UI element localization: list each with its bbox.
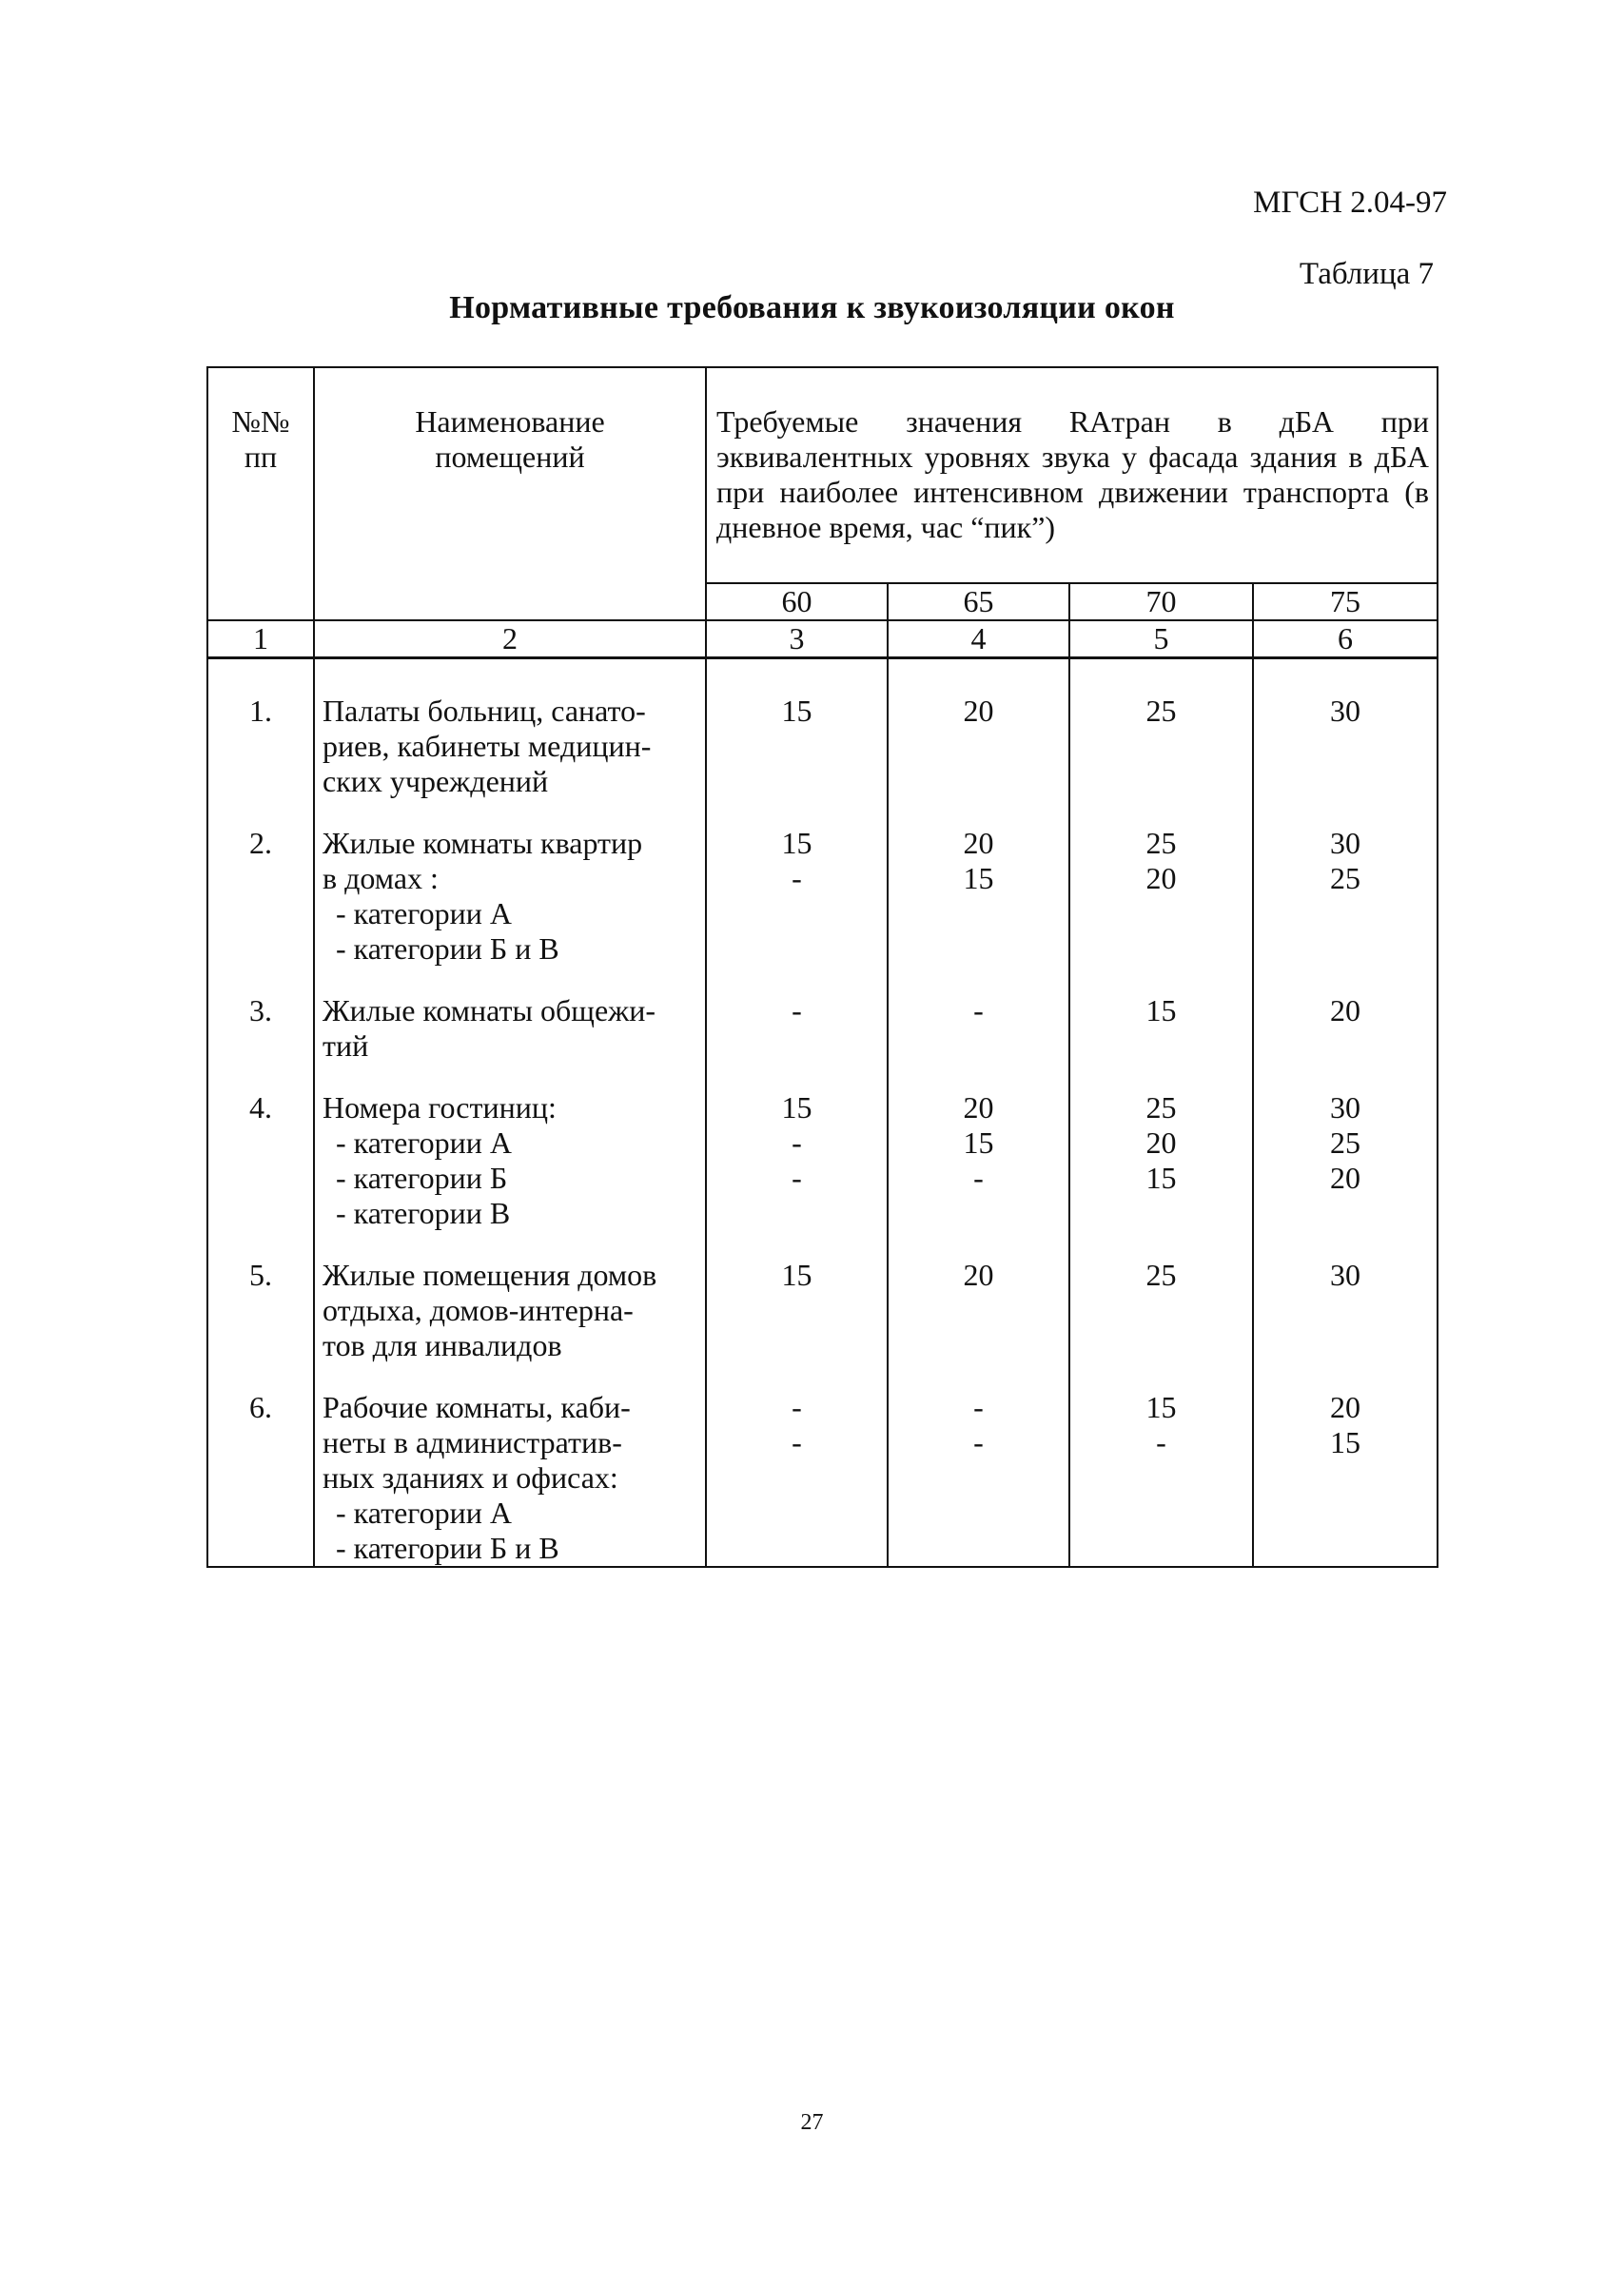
row-number: 2. — [207, 826, 314, 967]
value: - — [792, 1390, 802, 1424]
room-name-line: - категории Б — [336, 1161, 508, 1195]
value-cell-75 — [1253, 993, 1438, 1064]
value-cell-60 — [706, 1258, 888, 1363]
room-name-line: Рабочие комнаты, каби- — [323, 1390, 631, 1424]
soundproofing-table — [206, 366, 1438, 1568]
value: 15 — [1145, 993, 1177, 1027]
value: - — [792, 1425, 802, 1459]
value: 15 — [963, 861, 994, 895]
value-cell-70 — [1069, 826, 1253, 967]
room-name-line: тов для инвалидов — [323, 1328, 562, 1362]
gap-row — [207, 967, 1438, 993]
level-70: 70 — [1069, 583, 1253, 620]
room-name-line: тий — [323, 1028, 369, 1063]
header-name-line-2: помещений — [435, 440, 585, 474]
value: - — [792, 861, 802, 895]
value: - — [973, 993, 984, 1027]
value: 20 — [1330, 993, 1360, 1027]
room-name-line: неты в административ- — [323, 1425, 622, 1459]
value: 20 — [963, 694, 994, 728]
room-name-line: - категории А — [336, 1125, 512, 1160]
value: 15 — [1145, 1161, 1177, 1195]
value: 15 — [781, 826, 812, 860]
room-name-line: в домах : — [323, 861, 439, 895]
header-values-cell: Требуемые значения RAтран в дБА при эквивалентных уровнях звука у фасада здания в дБА при наиболее интенсивном движении транспорта (в дневное время, час “пик”) — [706, 367, 1438, 583]
row-number: 1. — [207, 694, 314, 799]
gap-row — [207, 1231, 1438, 1258]
value: - — [792, 1125, 802, 1160]
value-cell-65 — [888, 1390, 1069, 1567]
value: 20 — [1145, 861, 1177, 895]
room-name-line: отдыха, домов-интерна- — [323, 1293, 634, 1327]
room-name-line: - категории Б и В — [336, 931, 559, 966]
page-title: Нормативные требования к звукоизоляции окон — [449, 290, 1175, 325]
value: 20 — [963, 1090, 994, 1125]
value: 25 — [1145, 694, 1177, 728]
table-row — [207, 1390, 1438, 1567]
level-65: 65 — [888, 583, 1069, 620]
room-name — [314, 1090, 706, 1231]
table-row — [207, 694, 1438, 799]
value: 25 — [1145, 1090, 1177, 1125]
value-cell-65 — [888, 694, 1069, 799]
value: - — [792, 1161, 802, 1195]
room-name — [314, 1390, 706, 1567]
value: 20 — [963, 1258, 994, 1292]
header-row — [207, 367, 1438, 583]
value: 15 — [1145, 1390, 1177, 1424]
room-name-line: ских учреждений — [323, 764, 549, 798]
value-cell-70 — [1069, 993, 1253, 1064]
room-name-line: - категории В — [336, 1196, 511, 1230]
value-cell-75 — [1253, 1390, 1438, 1567]
value: - — [1156, 1425, 1166, 1459]
value-cell-70 — [1069, 1090, 1253, 1231]
value: 30 — [1330, 826, 1360, 860]
value: - — [973, 1425, 984, 1459]
value: 30 — [1330, 1090, 1360, 1125]
page-number: 27 — [800, 2110, 824, 2135]
value-cell-60 — [706, 1090, 888, 1231]
value: 25 — [1145, 1258, 1177, 1292]
header-no-cell — [207, 367, 314, 620]
room-name-line: риев, кабинеты медицин- — [323, 729, 652, 763]
table-label: Таблица 7 — [1299, 257, 1434, 291]
value: - — [973, 1390, 984, 1424]
column-number: 1 — [207, 620, 314, 658]
table-row — [207, 993, 1438, 1064]
level-75: 75 — [1253, 583, 1438, 620]
room-name-line: Палаты больниц, санато- — [323, 694, 646, 728]
room-name-line: Жилые комнаты квартир — [323, 826, 643, 860]
gap-row — [207, 1363, 1438, 1390]
value-cell-75 — [1253, 826, 1438, 967]
value-cell-70 — [1069, 1258, 1253, 1363]
value-cell-60 — [706, 993, 888, 1064]
room-name-line: Жилые помещения домов — [323, 1258, 657, 1292]
value-cell-65 — [888, 1258, 1069, 1363]
row-number: 6. — [207, 1390, 314, 1567]
room-name-line: ных зданиях и офисах: — [323, 1460, 618, 1495]
room-name — [314, 694, 706, 799]
column-number: 2 — [314, 620, 706, 658]
gap-row — [207, 1064, 1438, 1090]
value: 15 — [781, 694, 812, 728]
value: 15 — [963, 1125, 994, 1160]
value-cell-65 — [888, 826, 1069, 967]
header-no-line-2: пп — [244, 440, 278, 474]
row-number: 5. — [207, 1258, 314, 1363]
column-number: 6 — [1253, 620, 1438, 658]
gap-row — [207, 799, 1438, 826]
value-cell-70 — [1069, 1390, 1253, 1567]
value-cell-65 — [888, 1090, 1069, 1231]
value-cell-75 — [1253, 1090, 1438, 1231]
value: 15 — [781, 1258, 812, 1292]
value: 20 — [1330, 1390, 1360, 1424]
room-name-line: - категории А — [336, 1496, 512, 1530]
column-number: 5 — [1069, 620, 1253, 658]
value-cell-60 — [706, 1390, 888, 1567]
room-name-line: - категории Б и В — [336, 1531, 559, 1565]
value: 15 — [1330, 1425, 1360, 1459]
value: 15 — [781, 1090, 812, 1125]
room-name-line: - категории А — [336, 896, 512, 930]
value-cell-75 — [1253, 694, 1438, 799]
column-number: 3 — [706, 620, 888, 658]
value: 25 — [1330, 861, 1360, 895]
spacer-row — [207, 658, 1438, 695]
room-name-line: Жилые комнаты общежи- — [323, 993, 656, 1027]
room-name — [314, 993, 706, 1064]
value-cell-70 — [1069, 694, 1253, 799]
header-no-line-1: №№ — [231, 404, 290, 439]
header-name-line-1: Наименование — [415, 404, 605, 439]
value: 25 — [1330, 1125, 1360, 1160]
room-name-line: Номера гостиниц: — [323, 1090, 557, 1125]
room-name — [314, 826, 706, 967]
room-name — [314, 1258, 706, 1363]
table-row — [207, 1258, 1438, 1363]
value-cell-75 — [1253, 1258, 1438, 1363]
document-code: МГСН 2.04-97 — [1253, 186, 1447, 220]
row-number: 4. — [207, 1090, 314, 1231]
level-60: 60 — [706, 583, 888, 620]
table-row — [207, 826, 1438, 967]
value: 30 — [1330, 1258, 1360, 1292]
column-number: 4 — [888, 620, 1069, 658]
value: - — [792, 993, 802, 1027]
table-row — [207, 1090, 1438, 1231]
value-cell-65 — [888, 993, 1069, 1064]
value-cell-60 — [706, 694, 888, 799]
value: - — [973, 1161, 984, 1195]
value: 25 — [1145, 826, 1177, 860]
value-cell-60 — [706, 826, 888, 967]
value: 30 — [1330, 694, 1360, 728]
column-numbers-row — [207, 620, 1438, 658]
header-name-cell — [314, 367, 706, 620]
value: 20 — [1330, 1161, 1360, 1195]
row-number: 3. — [207, 993, 314, 1064]
value: 20 — [963, 826, 994, 860]
value: 20 — [1145, 1125, 1177, 1160]
